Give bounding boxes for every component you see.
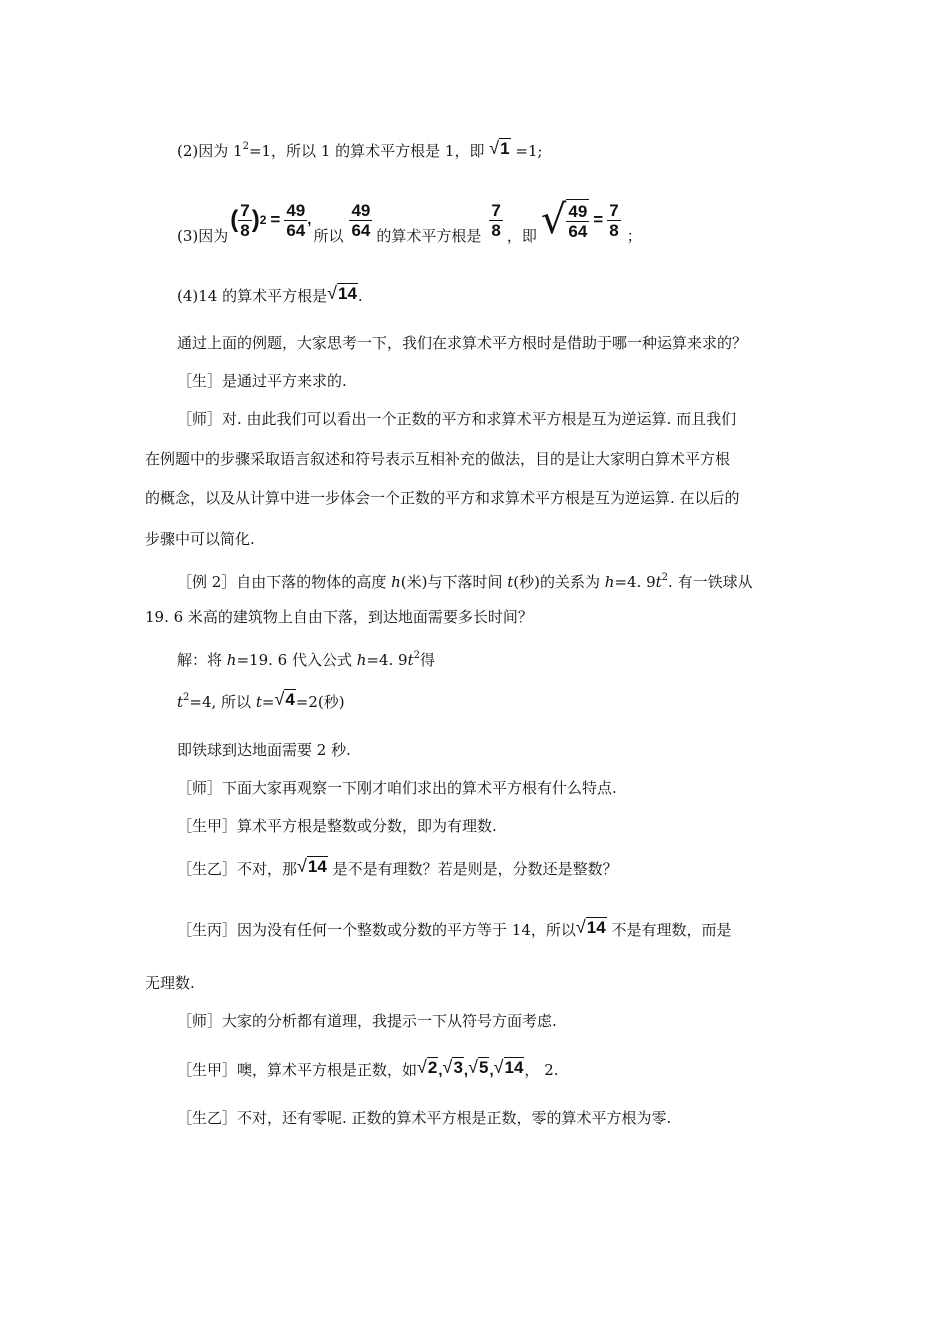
text: (2)因为 1 [177, 142, 243, 160]
text: ； [626, 227, 642, 245]
fraction-7-8: $\frac{7}{8}$ [491, 200, 501, 240]
paragraph: ［生乙］不对，还有零呢. 正数的算术平方根是正数，零的算术平方根为零. [177, 1109, 672, 1127]
text: (4)14 的算术平方根是 [177, 287, 328, 305]
text: (3)因为 [177, 227, 229, 245]
comma: , [307, 211, 312, 228]
sqrt-1: √1 [489, 138, 510, 158]
example-2-question: ［例 2］自由下落的物体的高度 h(米)与下落时间 t(秒)的关系为 h=4. $9t^2$. 有一铁球从 [177, 572, 753, 591]
solution-line-2: $t^2=4$, 所以 t=√4=2(秒) [177, 689, 345, 711]
math-paren: ) [251, 206, 260, 233]
paragraph: ［师］对. 由此我们可以看出一个正数的平方和求算术平方根是互为逆运算. 而且我们 [177, 410, 737, 428]
text: 的算术平方根是 [376, 227, 482, 245]
fraction-49-64: $\frac{49}{64}$ [286, 200, 306, 240]
example-part-4 [177, 283, 363, 306]
text: =1; [515, 142, 543, 160]
dialogue-line: ［生甲］噢，算术平方根是正数，如√2,√3,√5,√14， 2. [177, 1057, 559, 1079]
fraction-7-8: $\frac{7}{8}$ [609, 200, 619, 240]
dialogue-line: ［生丙］因为没有任何一个整数或分数的平方等于 14，所以√14 不是有理数，而是 [177, 917, 732, 939]
paragraph: 在例题中的步骤采取语言叙述和符号表示互相补充的做法，目的是让大家明白算术平方根 [145, 450, 731, 468]
sqrt-14: √14 [493, 1057, 524, 1077]
equals-sign: = [270, 210, 281, 229]
dialogue-line: ［生乙］不对，那√14 是不是有理数？若是则是，分数还是整数？ [177, 856, 618, 878]
math-paren: ( [230, 206, 239, 233]
superscript: 2 [242, 141, 249, 152]
paragraph: 无理数. [145, 974, 195, 992]
sqrt-14: √14 [327, 283, 357, 303]
paragraph: 通过上面的例题，大家思考一下，我们在求算术平方根时是借助于哪一种运算来求的？ [177, 334, 748, 352]
paragraph: ［生甲］算术平方根是整数或分数，即为有理数. [177, 817, 497, 835]
paragraph: 的概念，以及从计算中进一步体会一个正数的平方和求算术平方根是互为逆运算. 在以后的 [145, 489, 740, 507]
sqrt-14: √14 [297, 856, 327, 876]
paragraph: 即铁球到达地面需要 2 秒. [177, 741, 351, 759]
equals-sign: = [593, 210, 604, 229]
paragraph: 步骤中可以简化. [145, 530, 255, 548]
text: . [357, 287, 363, 305]
example-part-3 [177, 190, 642, 250]
fraction-7-8: $\frac{7}{8}$ [240, 200, 250, 240]
fraction-49-64: $\frac{49}{64}$ [351, 200, 371, 240]
superscript: 2 [259, 213, 267, 227]
paragraph: 19. 6 米高的建筑物上自由下落，到达地面需要多长时间？ [145, 608, 533, 626]
text: ，即 [506, 227, 537, 245]
paragraph: ［师］大家的分析都有道理，我提示一下从符号方面考虑. [177, 1012, 557, 1030]
sqrt-49-over-64: √ $\frac{49}{64}$ [540, 197, 588, 243]
text: =1，所以 1 的算术平方根是 1，即 [248, 142, 485, 160]
solution-line-1: 解：将 h=19. 6 代入公式 h=4. $9t^2$得 [177, 650, 436, 669]
paragraph: ［生］是通过平方来求的. [177, 372, 347, 390]
paragraph: ［师］下面大家再观察一下刚才咱们求出的算术平方根有什么特点. [177, 779, 617, 797]
text: 所以 [313, 227, 344, 245]
sqrt-14: √14 [575, 917, 606, 937]
sqrt-5: √5 [468, 1057, 489, 1077]
example-part-2 [177, 137, 543, 161]
sqrt-4: √4 [274, 689, 295, 709]
sqrt-3: √3 [442, 1057, 463, 1077]
sqrt-2: √2 [417, 1057, 438, 1077]
